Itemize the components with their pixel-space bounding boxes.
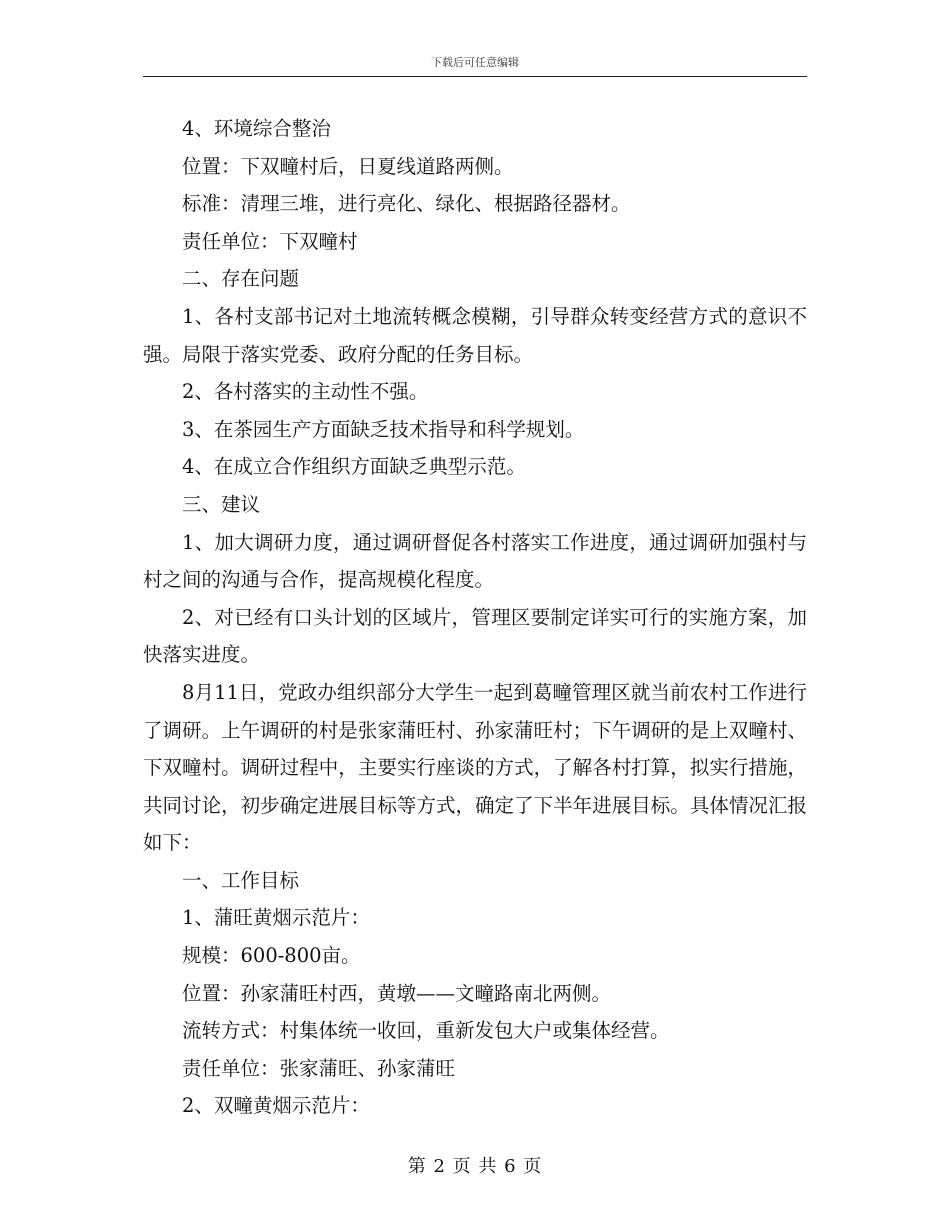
paragraph: 1、各村支部书记对土地流转概念模糊，引导群众转变经营方式的意识不强。局限于落实党委、政府分配的任务目标。 [143, 304, 807, 366]
page-number-footer: 第 2 页 共 6 页 [407, 1156, 543, 1177]
header-divider [143, 76, 807, 77]
paragraph: 2、对已经有口头计划的区域片，管理区要制定详实可行的实施方案，加快落实进度。 [143, 605, 807, 667]
paragraph: 流转方式：村集体统一收回，重新发包大户或集体经营。 [182, 1019, 670, 1043]
section-heading: 三、建议 [182, 492, 261, 516]
document-body [143, 110, 807, 1125]
page-header-note: 下载后可任意编辑 [431, 56, 519, 69]
paragraph: 位置：下双疃村后，日夏线道路两侧。 [182, 154, 514, 178]
paragraph: 2、各村落实的主动性不强。 [182, 380, 429, 404]
paragraph: 责任单位：张家蒲旺、孙家蒲旺 [182, 1056, 456, 1080]
paragraph: 1、蒲旺黄烟示范片： [182, 906, 370, 930]
paragraph: 4、环境综合整治 [182, 117, 331, 140]
paragraph: 位置：孙家蒲旺村西，黄墩——文疃路南北两侧。 [182, 981, 612, 1005]
paragraph: 规模：600-800亩。 [182, 944, 361, 968]
paragraph: 8月11日，党政办组织部分大学生一起到葛疃管理区就当前农村工作进行了调研。上午调研的村是张家蒲旺村、孙家蒲旺村；下午调研的是上双疃村、下双疃村。调研过程中，主要实行座谈的方式，了解各村打算，拟实行措施，共同讨论，初步确定进展目标等方式，确定了下半年进展目标。具体情况汇报如下： [143, 680, 807, 855]
paragraph: 责任单位：下双疃村 [182, 229, 358, 253]
section-heading: 一、工作目标 [182, 868, 300, 892]
paragraph: 3、在茶园生产方面缺乏技术指导和科学规划。 [182, 417, 585, 441]
section-heading: 二、存在问题 [182, 267, 300, 291]
paragraph: 4、在成立合作组织方面缺乏典型示范。 [182, 455, 526, 479]
paragraph: 1、加大调研力度，通过调研督促各村落实工作进度，通过调研加强村与村之间的沟通与合作，提高规模化程度。 [143, 530, 807, 592]
paragraph: 标准：清理三堆，进行亮化、绿化、根据路径器材。 [182, 192, 631, 216]
paragraph: 2、双疃黄烟示范片： [182, 1094, 370, 1118]
